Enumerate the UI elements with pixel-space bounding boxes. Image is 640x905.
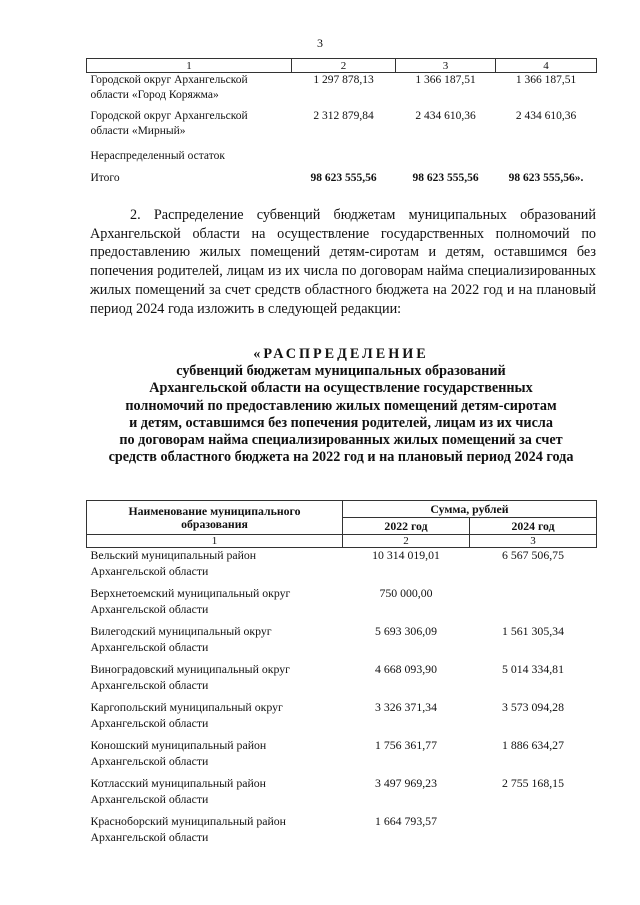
value-cell: 1 297 878,13 [313, 74, 374, 86]
colnum: 4 [496, 59, 597, 73]
total-value: 98 623 555,56 [412, 171, 479, 184]
heading-line: и детям, оставшимся без попечения родителей, лицам из их числа [129, 414, 553, 431]
municipality-name: Коношский муниципальный район Архангельской области [90, 738, 267, 768]
colnum: 2 [292, 59, 396, 73]
municipality-name: Верхнетоемский муниципальный округ Архангельской области [90, 586, 291, 616]
amendment-paragraph: 2. Распределение субвенций бюджетам муниципальных образований Архангельской области на осуществление государственных полномочий по предоставлению жилых помещений детям-сиротам и детям, оставшимся без попечения родителей, лицам из их числа по договорам найма специализированных жилых помещений за счет средств областного бюджета на 2022 год и на плановый период 2024 года изложить в следующей редакции: [90, 207, 596, 317]
value-2022: 4 668 093,90 [375, 662, 437, 676]
value-cell [396, 149, 496, 171]
value-2024: 6 567 506,75 [502, 548, 564, 562]
colnum: 3 [470, 535, 597, 548]
colnum: 1 [87, 59, 292, 73]
value-2024 [470, 586, 597, 624]
top-table [86, 58, 597, 191]
value-2024: 1 561 305,34 [502, 624, 564, 638]
value-cell [496, 149, 597, 171]
heading-line: полномочий по предоставлению жилых помещений детям-сиротам [125, 397, 557, 414]
value-cell: 2 434 610,36 [415, 109, 476, 122]
table-row [87, 662, 597, 700]
total-label: Итого [90, 171, 120, 184]
total-value: 98 623 555,56». [508, 171, 584, 184]
table-row [87, 73, 597, 109]
table-row [87, 776, 597, 814]
value-2024: 1 886 634,27 [502, 738, 564, 752]
row-name: Городской округ Архангельской области «Мирный» [90, 109, 248, 137]
table-row [87, 700, 597, 738]
colnum: 1 [87, 535, 343, 548]
municipality-name: Вельский муниципальный район Архангельской области [90, 548, 257, 578]
value-2024: 2 755 168,15 [502, 776, 564, 790]
municipality-name: Виноградовский муниципальный округ Архангельской области [90, 662, 290, 692]
value-2024: 5 014 334,81 [502, 662, 564, 676]
heading-line: по договорам найма специализированных жилых помещений за счет [119, 432, 563, 449]
value-2022: 1 756 361,77 [375, 738, 437, 752]
value-cell: 1 366 187,51 [415, 74, 476, 86]
table-row [87, 738, 597, 776]
table-row [87, 586, 597, 624]
value-2024 [470, 814, 597, 852]
header-year-2024: 2024 год [470, 518, 597, 535]
total-value: 98 623 555,56 [310, 171, 377, 184]
total-row [87, 171, 597, 191]
heading-title: «РАСПРЕДЕЛЕНИЕ [253, 346, 429, 362]
row-name: Городской округ Архангельской области «Город Коряжма» [90, 74, 248, 101]
value-2022: 3 326 371,34 [375, 700, 437, 714]
table-row [87, 814, 597, 852]
value-cell: 2 312 879,84 [313, 109, 374, 122]
row-name: Нераспределенный остаток [90, 149, 225, 162]
heading-line: средств областного бюджета на 2022 год и на плановый период 2024 года [108, 449, 574, 466]
value-cell [292, 149, 396, 171]
heading-line: Архангельской области на осуществление государственных [149, 380, 533, 397]
distribution-table [86, 500, 597, 852]
header-name: Наименование муниципального образования [87, 501, 343, 535]
value-2022: 750 000,00 [379, 586, 433, 600]
value-cell: 1 366 187,51 [515, 74, 577, 86]
heading-line: субвенций бюджетам муниципальных образований [176, 363, 506, 380]
value-2022: 3 497 969,23 [375, 776, 437, 790]
distribution-heading [86, 346, 596, 466]
colnums-row [87, 535, 597, 548]
value-2022: 10 314 019,01 [372, 548, 440, 562]
value-2022: 1 664 793,57 [375, 814, 437, 828]
header-sum: Сумма, рублей [343, 501, 597, 518]
municipality-name: Каргопольский муниципальный округ Архангельской области [90, 700, 283, 730]
table-row [87, 149, 597, 171]
table-row [87, 624, 597, 662]
colnum: 2 [343, 535, 470, 548]
table-row [87, 109, 597, 149]
municipality-name: Вилегодский муниципальный округ Архангельской области [90, 624, 272, 654]
value-2022: 5 693 306,09 [375, 624, 437, 638]
header-year-2022: 2022 год [343, 518, 470, 535]
page-number: 3 [317, 36, 323, 50]
municipality-name: Котласский муниципальный район Архангельской области [90, 776, 266, 806]
value-2024: 3 573 094,28 [502, 700, 564, 714]
table-row [87, 548, 597, 587]
colnum: 3 [396, 59, 496, 73]
top-table-colnums [87, 59, 597, 73]
value-cell: 2 434 610,36 [515, 109, 577, 122]
municipality-name: Красноборский муниципальный район Архангельской области [90, 814, 286, 844]
